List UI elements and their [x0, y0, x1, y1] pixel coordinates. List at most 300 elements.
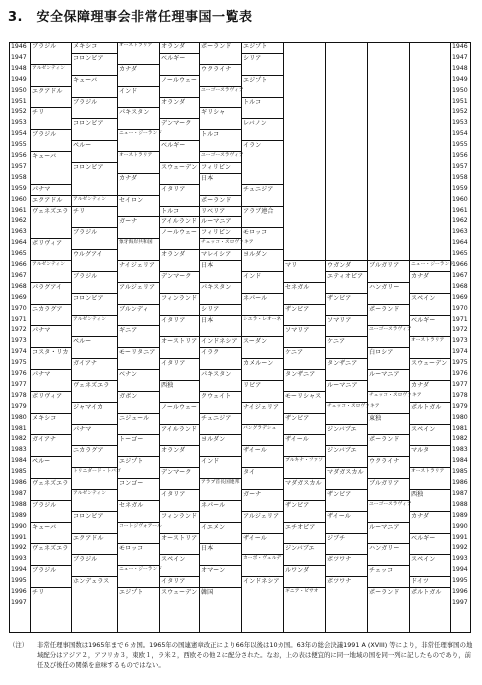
year-label-right: 1951 [452, 97, 468, 105]
member-cell: チェッコ・スロヴァキア [326, 402, 367, 427]
year-label-right: 1988 [452, 500, 468, 508]
year-label-left: 1951 [11, 97, 27, 105]
member-cell: オーストリア [160, 336, 199, 361]
member-cell: オランダ [160, 445, 199, 470]
member-cell: ガーナ [118, 216, 159, 241]
member-cell: ネパール [242, 293, 283, 318]
year-label-right: 1952 [452, 108, 468, 116]
page-title: 3. 安全保障理事会非常任理事国一覧表 [8, 10, 253, 25]
year-label-right: 1960 [452, 195, 468, 203]
member-cell: ルーマニア [368, 522, 409, 547]
year-label-right: 1976 [452, 370, 468, 377]
member-cell: ハンガリー [368, 543, 409, 568]
member-cell: ザイール [242, 445, 283, 470]
member-cell: コロンビア [72, 293, 117, 318]
year-label-left: 1984 [11, 457, 27, 465]
member-cell: モロッコ [242, 227, 283, 252]
member-cell: エクアドル [72, 533, 117, 558]
member-cell: チェッコ [368, 565, 409, 590]
member-cell: キューバ [72, 75, 117, 100]
member-cell: ヴェネズエラ [31, 543, 71, 568]
member-cell: モーリタニア [118, 347, 159, 372]
member-cell: ザンビア [326, 489, 367, 514]
member-cell: ベナン [118, 369, 159, 394]
year-label-left: 1958 [11, 173, 27, 181]
member-cell: ポーランド [368, 434, 409, 459]
member-cell: ルーマニア [200, 216, 241, 241]
year-label-right: 1969 [452, 293, 468, 301]
year-label-right: 1967 [452, 271, 468, 279]
year-label-left: 1976 [11, 370, 27, 377]
member-cell: ガボン [118, 391, 159, 416]
year-label-right: 1978 [452, 391, 468, 399]
year-label-right: 1973 [452, 337, 468, 345]
member-cell: ヨルダン [242, 249, 283, 274]
member-cell: ニュー・ジーランド [410, 260, 450, 285]
member-cell: バングラデシュ [242, 424, 283, 449]
year-label-right: 1991 [452, 533, 468, 541]
member-cell: オマーン [200, 565, 241, 590]
member-cell: ブルキナ・ファソ [284, 456, 325, 481]
member-cell: エジプト [242, 75, 283, 100]
member-cell: スペイン [410, 554, 450, 579]
member-cell: シリア [242, 53, 283, 78]
year-label-left: 1961 [11, 206, 27, 214]
member-cell: ナイジェリア [118, 260, 159, 285]
member-cell: アルジェリア [242, 511, 283, 536]
year-label-right: 1968 [452, 282, 468, 290]
member-cell: ボリヴィア [31, 391, 71, 416]
member-cell: ブルガリア [368, 260, 409, 285]
year-label-right: 1946 [452, 43, 468, 50]
member-cell: ブラジル [72, 271, 117, 296]
member-cell: ザンビア [284, 304, 325, 329]
member-cell: ジンバブエ [284, 543, 325, 568]
member-cell: ベルギー [160, 53, 199, 78]
member-cell: コートジヴォアール [118, 522, 159, 547]
member-cell: マルタ [410, 445, 450, 470]
member-cell: パキスタン [200, 282, 241, 307]
member-cell: アルジェリア [118, 282, 159, 307]
member-cell: セネガル [118, 500, 159, 525]
member-cell: ザイール [326, 511, 367, 536]
member-cell: スペイン [410, 424, 450, 449]
year-label-right: 1989 [452, 511, 468, 519]
member-cell: ボリヴィア [31, 238, 71, 263]
member-cell: コスタ・リカ [31, 347, 71, 372]
member-cell: ペルー [72, 140, 117, 165]
member-cell: ブラジル [72, 227, 117, 252]
member-cell: オランダ [160, 97, 199, 122]
member-cell: 日本 [200, 173, 241, 198]
footnote-text: 非常任理事国数は1965年まで６カ国。1965年の国連憲章改正により66年以後は10カ国。63年の総会決議1991 A (XVIII) 等により，非常任理事国の地域配分はアジア２，アフリカ３，東欧１，ラ米２，西欧その他２に配分された。なお，上の表は便宜的に同一地域の国を同一列に記したものであり，前任及び後任の関係を意味するものではない。 [37, 641, 473, 669]
year-label-right: 1971 [452, 315, 468, 323]
member-cell: イタリア [160, 576, 199, 601]
year-label-right: 1979 [452, 402, 468, 410]
year-label-right: 1986 [452, 479, 468, 486]
member-cell: ポルトガル [410, 587, 450, 612]
year-label-left: 1965 [11, 250, 27, 258]
member-cell: トルコ [200, 129, 241, 154]
year-label-right: 1985 [452, 468, 468, 476]
member-cell: カーボ・ヴェルデ [242, 554, 283, 579]
member-cell: コロンビア [72, 118, 117, 143]
year-label-right: 1994 [452, 566, 468, 574]
member-cell: コロンビア [72, 162, 117, 187]
member-cell: ユーゴースラヴィア [200, 86, 241, 111]
year-label-right: 1948 [452, 64, 468, 72]
member-cell: ナイジェリア [242, 402, 283, 427]
member-cell: アラブ連合 [242, 206, 283, 231]
member-cell: ハンガリー [368, 282, 409, 307]
member-cell: カメルーン [242, 358, 283, 383]
member-cell: 日本 [200, 543, 241, 568]
member-cell: ベルギー [410, 533, 450, 558]
member-cell: マダガスカル [284, 478, 325, 503]
member-cell: デンマーク [160, 118, 199, 143]
member-cell: イタリア [160, 489, 199, 514]
year-label-left: 1954 [11, 130, 27, 138]
member-cell: イタリア [160, 315, 199, 340]
member-cell: ペルー [31, 456, 71, 481]
member-cell: インドネシア [242, 576, 283, 601]
member-cell: ウクライナ [200, 64, 241, 89]
member-cell: セネガル [284, 282, 325, 307]
member-cell: ヴェネズエラ [72, 380, 117, 405]
year-label-right: 1958 [452, 173, 468, 181]
member-cell: ノールウェー [160, 402, 199, 427]
member-cell: ブラジル [32, 43, 57, 50]
year-label-right: 1997 [452, 598, 468, 606]
year-label-right: 1949 [452, 75, 468, 83]
year-label-left: 1950 [11, 86, 27, 94]
year-label-right: 1953 [452, 119, 468, 127]
member-cell: シエラ・レオーネ [242, 315, 283, 340]
member-cell: オーストラリア [410, 336, 450, 361]
year-label-left: 1985 [11, 468, 27, 476]
year-label-right: 1962 [452, 217, 468, 225]
member-cell: スペイン [410, 293, 450, 318]
year-label-left: 1973 [11, 337, 27, 345]
year-label-left: 1987 [11, 489, 27, 497]
year-label-right: 1959 [452, 184, 468, 192]
year-label-left: 1974 [11, 348, 27, 356]
member-cell: アルゼンティン [72, 489, 117, 514]
member-cell: カナダ [410, 380, 450, 405]
member-cell: ガイアナ [72, 358, 117, 383]
year-label-left: 1956 [11, 152, 27, 159]
year-label-left: 1966 [11, 261, 27, 268]
member-cell: シリア [200, 304, 241, 329]
year-label-left: 1992 [11, 544, 27, 552]
member-cell: チュニジア [242, 184, 283, 209]
year-label-right: 1993 [452, 555, 468, 563]
member-cell: チリ [72, 206, 117, 231]
member-cell: ニカラグア [72, 445, 117, 470]
member-cell: トルコ [242, 97, 283, 122]
year-label-right: 1954 [452, 130, 468, 138]
year-label-left: 1980 [11, 413, 27, 421]
year-label-right: 1974 [452, 348, 468, 356]
year-label-right: 1983 [452, 446, 468, 454]
year-label-left: 1957 [11, 162, 27, 170]
year-label-right: 1955 [452, 141, 468, 149]
member-cell: フィリピン [200, 227, 241, 252]
member-cell: カナダ [410, 511, 450, 536]
member-cell: カナダ [118, 173, 159, 198]
member-cell: ドイツ [410, 576, 450, 601]
member-cell: パラグアイ [31, 282, 71, 307]
member-cell: アルゼンティン [31, 260, 71, 285]
member-cell: カナダ [118, 64, 159, 89]
year-label-left: 1960 [11, 195, 27, 203]
member-cell: イタリア [160, 184, 199, 209]
member-cell: インド [200, 456, 241, 481]
member-cell: モロッコ [118, 543, 159, 568]
member-cell: フィンランド [160, 511, 199, 536]
year-label-left: 1964 [11, 239, 27, 247]
year-label-right: 1990 [452, 522, 468, 530]
column-divider [450, 42, 451, 633]
year-label-left: 1952 [11, 108, 27, 116]
member-cell: 西独 [160, 380, 199, 405]
year-label-right: 1977 [452, 380, 468, 388]
member-cell: ニカラグア [31, 304, 71, 329]
year-label-right: 1961 [452, 206, 468, 214]
member-cell: オーストラリア [118, 151, 159, 176]
member-cell: トーゴー [118, 434, 159, 459]
year-label-right: 1992 [452, 544, 468, 552]
member-cell: メキシコ [73, 43, 98, 50]
member-cell: デンマーク [160, 271, 199, 296]
member-cell: パナマ [72, 424, 117, 449]
member-cell: ヴェネズエラ [31, 206, 71, 231]
member-cell: トルコ [160, 206, 199, 231]
member-cell: フィンランド [160, 293, 199, 318]
member-cell: ルーマニア [326, 380, 367, 405]
year-label-left: 1993 [11, 555, 27, 563]
member-cell: アルゼンティン [72, 315, 117, 340]
member-cell: ホンデュラス [72, 576, 117, 601]
member-cell: リビア [242, 380, 283, 405]
year-label-right: 1982 [452, 435, 468, 443]
year-label-left: 1986 [11, 479, 27, 486]
member-cell: インド [118, 86, 159, 111]
member-cell: オランダ [160, 249, 199, 274]
year-label-left: 1977 [11, 380, 27, 388]
member-cell: メキシコ [31, 413, 71, 438]
member-cell: ソマリア [284, 325, 325, 350]
member-cell: エジプト [118, 456, 159, 481]
member-cell: パナマ [31, 325, 71, 350]
member-cell: ブラジル [31, 500, 71, 525]
year-label-right: 1995 [452, 577, 468, 585]
member-cell: イエメン [200, 522, 241, 547]
member-cell: ブラジル [31, 565, 71, 590]
member-cell: チェッコ・スロヴァキア [368, 391, 409, 416]
year-label-right: 1972 [452, 326, 468, 334]
member-cell: コロンビア [72, 53, 117, 78]
year-label-right: 1957 [452, 162, 468, 170]
member-cell: ポーランド [368, 587, 409, 612]
member-cell: アルゼンティン [31, 64, 71, 89]
member-cell: ルワンダ [284, 565, 325, 590]
year-label-left: 1989 [11, 511, 27, 519]
year-label-right: 1966 [452, 261, 468, 268]
member-cell: 白ロシア [368, 347, 409, 372]
year-label-left: 1970 [11, 304, 27, 312]
year-label-left: 1962 [11, 217, 27, 225]
member-cell: マリ [284, 260, 325, 285]
member-cell: オーストリア [160, 533, 199, 558]
member-cell: ニジェール [118, 413, 159, 438]
member-cell: イラン [242, 140, 283, 165]
member-cell: ニュー・ジーランド [118, 565, 159, 590]
member-cell: セイロン [118, 195, 159, 220]
member-cell: ペルー [72, 336, 117, 361]
year-label-left: 1994 [11, 566, 27, 574]
member-cell: マダガスカル [326, 467, 367, 492]
member-cell: ジャマイカ [72, 402, 117, 427]
year-label-left: 1967 [11, 271, 27, 279]
year-label-left: 1996 [11, 588, 27, 595]
member-cell: ケニア [284, 347, 325, 372]
member-cell: レバノン [242, 118, 283, 143]
year-label-left: 1968 [11, 282, 27, 290]
member-cell: イタリア [160, 358, 199, 383]
member-cell: エティオピア [326, 271, 367, 296]
year-label-left: 1953 [11, 119, 27, 127]
member-cell: ジンバブエ [326, 424, 367, 449]
member-cell: スペイン [160, 554, 199, 579]
year-label-right: 1963 [452, 228, 468, 236]
member-cell: ポーランド [368, 304, 409, 329]
member-cell: ジンバブエ [326, 445, 367, 470]
member-cell: ブラジル [72, 97, 117, 122]
member-cell: ソマリア [326, 315, 367, 340]
member-cell: ザンビア [284, 500, 325, 525]
member-cell: アルゼンティン [72, 195, 117, 220]
member-cell: ノールウェー [160, 227, 199, 252]
member-cell: ブラジル [72, 554, 117, 579]
member-cell: ザンビア [326, 293, 367, 318]
member-cell: ウルグアイ [72, 249, 117, 274]
member-cell: モーリシャス [284, 391, 325, 416]
member-cell: チリ [31, 107, 71, 132]
member-cell: 東独 [368, 413, 409, 438]
member-cell: ウクライナ [368, 456, 409, 481]
member-cell: フィリピン [200, 162, 241, 187]
member-cell: タンザニア [284, 369, 325, 394]
member-cell: ギニア [118, 325, 159, 350]
year-label-left: 1997 [11, 598, 27, 606]
year-label-right: 1956 [452, 152, 468, 159]
member-cell: クウェイト [200, 391, 241, 416]
member-cell: ニュー・ジーランド [118, 129, 159, 154]
year-label-left: 1949 [11, 75, 27, 83]
member-cell: スウェーデン [160, 587, 199, 612]
member-cell: パキスタン [118, 107, 159, 132]
member-cell: ユーゴースラヴィア [368, 500, 409, 525]
year-label-left: 1948 [11, 64, 27, 72]
year-label-left: 1983 [11, 446, 27, 454]
member-cell: ポーランド [200, 195, 241, 220]
member-cell: ヨルダン [200, 434, 241, 459]
year-label-left: 1971 [11, 315, 27, 323]
member-cell: マレイシア [200, 249, 241, 274]
member-cell: アラブ首長国連邦 [200, 478, 241, 503]
member-cell: コンゴー [118, 478, 159, 503]
member-cell: パナマ [31, 369, 71, 394]
year-label-right: 1950 [452, 86, 468, 94]
member-cell: パキスタン [200, 369, 241, 394]
member-cell: アイルランド [160, 424, 199, 449]
member-cell: ザイール [284, 434, 325, 459]
member-cell: タンザニア [326, 358, 367, 383]
member-cell: ポーランド [201, 43, 232, 50]
year-label-left: 1946 [11, 43, 27, 50]
member-cell: パナマ [31, 184, 71, 209]
member-cell: ユーゴースラヴィア [368, 325, 409, 350]
member-cell: ガーナ [242, 489, 283, 514]
year-label-left: 1988 [11, 500, 27, 508]
member-cell: オーストラリア [410, 467, 450, 492]
member-cell: キューバ [31, 522, 71, 547]
year-label-left: 1955 [11, 141, 27, 149]
member-cell: エチオピア [284, 522, 325, 547]
member-cell: エジプト [243, 43, 268, 50]
member-cell: インド [242, 271, 283, 296]
member-cell: ウガンダ [326, 260, 367, 285]
year-label-left: 1981 [11, 424, 27, 432]
year-label-left: 1995 [11, 577, 27, 585]
member-cell: イラク [200, 347, 241, 372]
member-cell: ギリシャ [200, 107, 241, 132]
member-cell: オーストラリア [119, 43, 153, 48]
year-label-left: 1963 [11, 228, 27, 236]
member-cell: デンマーク [160, 467, 199, 492]
year-label-left: 1947 [11, 53, 27, 61]
member-cell: エクアドル [31, 195, 71, 220]
member-cell: ブルンディ [118, 304, 159, 329]
year-label-right: 1984 [452, 457, 468, 465]
member-cell: スウェーデン [160, 162, 199, 187]
year-label-left: 1975 [11, 359, 27, 367]
member-cell: チリ [31, 587, 71, 612]
year-label-right: 1996 [452, 588, 468, 595]
member-cell: スウェーデン [410, 358, 450, 383]
year-label-left: 1982 [11, 435, 27, 443]
member-cell: コロンビア [72, 511, 117, 536]
year-label-left: 1978 [11, 391, 27, 399]
member-cell: インドネシア [200, 336, 241, 361]
member-cell: ルーマニア [368, 369, 409, 394]
year-label-left: 1979 [11, 402, 27, 410]
member-cell: オランダ [161, 43, 186, 50]
member-cell: キューバ [31, 151, 71, 176]
member-cell: ノールウェー [160, 75, 199, 100]
footnote-label: （注） [9, 641, 29, 649]
member-cell: ジブチ [326, 533, 367, 558]
year-label-right: 1970 [452, 304, 468, 312]
member-cell: ケニア [326, 336, 367, 361]
member-cell: ボツワナ [326, 554, 367, 579]
member-cell: スーダン [242, 336, 283, 361]
member-cell: タイ [242, 467, 283, 492]
member-cell: 日本 [200, 315, 241, 340]
member-cell: アイルランド [160, 216, 199, 241]
member-cell: リベリア [200, 206, 241, 231]
